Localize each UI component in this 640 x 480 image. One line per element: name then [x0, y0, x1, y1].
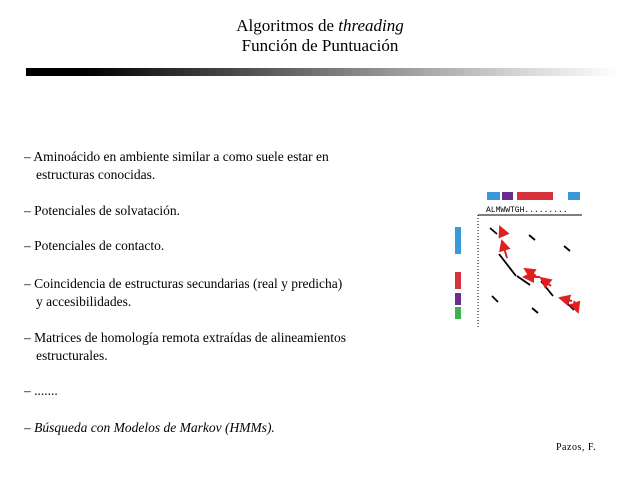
slide-title-line1: [0, 16, 640, 36]
bullet-dash: –: [24, 420, 35, 435]
arrow: [525, 269, 536, 276]
title-italic: threading: [338, 16, 404, 35]
alignment-segment: [490, 228, 497, 234]
bullet-environment: [24, 148, 444, 184]
ss-helix-block: [568, 192, 580, 200]
arrow: [560, 298, 572, 301]
bullet-text: Búsqueda con Modelos de Markov (HMMs).: [34, 420, 275, 435]
ss-coil-block: [517, 192, 553, 200]
ss-strand-block: [502, 192, 513, 200]
arrow: [500, 227, 504, 236]
bullet-text: – Coincidencia de estructuras secundarias (real y predicha): [24, 276, 343, 291]
bullet-contact: [24, 237, 444, 255]
alignment-segment: [564, 246, 570, 251]
bullet-hmm: [24, 419, 444, 437]
bullet-homology: [24, 329, 444, 365]
slide-title-line2: Función de Puntuación: [241, 36, 399, 55]
ss-helix-block: [487, 192, 500, 200]
ss-helix-block-left: [455, 227, 461, 254]
bullet-text-cont: estructurales.: [36, 348, 108, 363]
author-credit: Pazos, F.: [556, 442, 597, 453]
threading-diagram: [444, 186, 594, 336]
arrow: [502, 241, 507, 258]
bullet-text: – Aminoácido en ambiente similar a como suele estar en: [24, 149, 329, 164]
alignment-segment: [532, 308, 538, 313]
bullet-text: – Potenciales de solvatación.: [24, 203, 180, 218]
arrow: [574, 301, 578, 312]
alignment-segment: [492, 296, 498, 302]
alignment-segments: [490, 228, 574, 313]
bullet-text: – Matrices de homología remota extraídas de alineamientos: [24, 330, 347, 345]
bullet-text: – Potenciales de contacto.: [24, 238, 165, 253]
gradient-divider: [26, 68, 618, 76]
title-prefix: Algoritmos de: [236, 16, 339, 35]
bullet-text: – .......: [24, 383, 58, 398]
bullet-ellipsis: [24, 382, 444, 400]
sequence-label: ALMWWTGH.........: [486, 206, 568, 215]
bullet-secondary-structure: [24, 275, 444, 311]
alignment-segment: [529, 235, 535, 240]
bullet-solvation: [24, 202, 444, 220]
ss-green-block-left: [455, 307, 461, 319]
ss-strand-block-left: [455, 293, 461, 305]
bullet-text-cont: y accesibilidades.: [36, 294, 132, 309]
bullet-text-cont: estructuras conocidas.: [36, 167, 156, 182]
ss-coil-block-left: [455, 272, 461, 289]
